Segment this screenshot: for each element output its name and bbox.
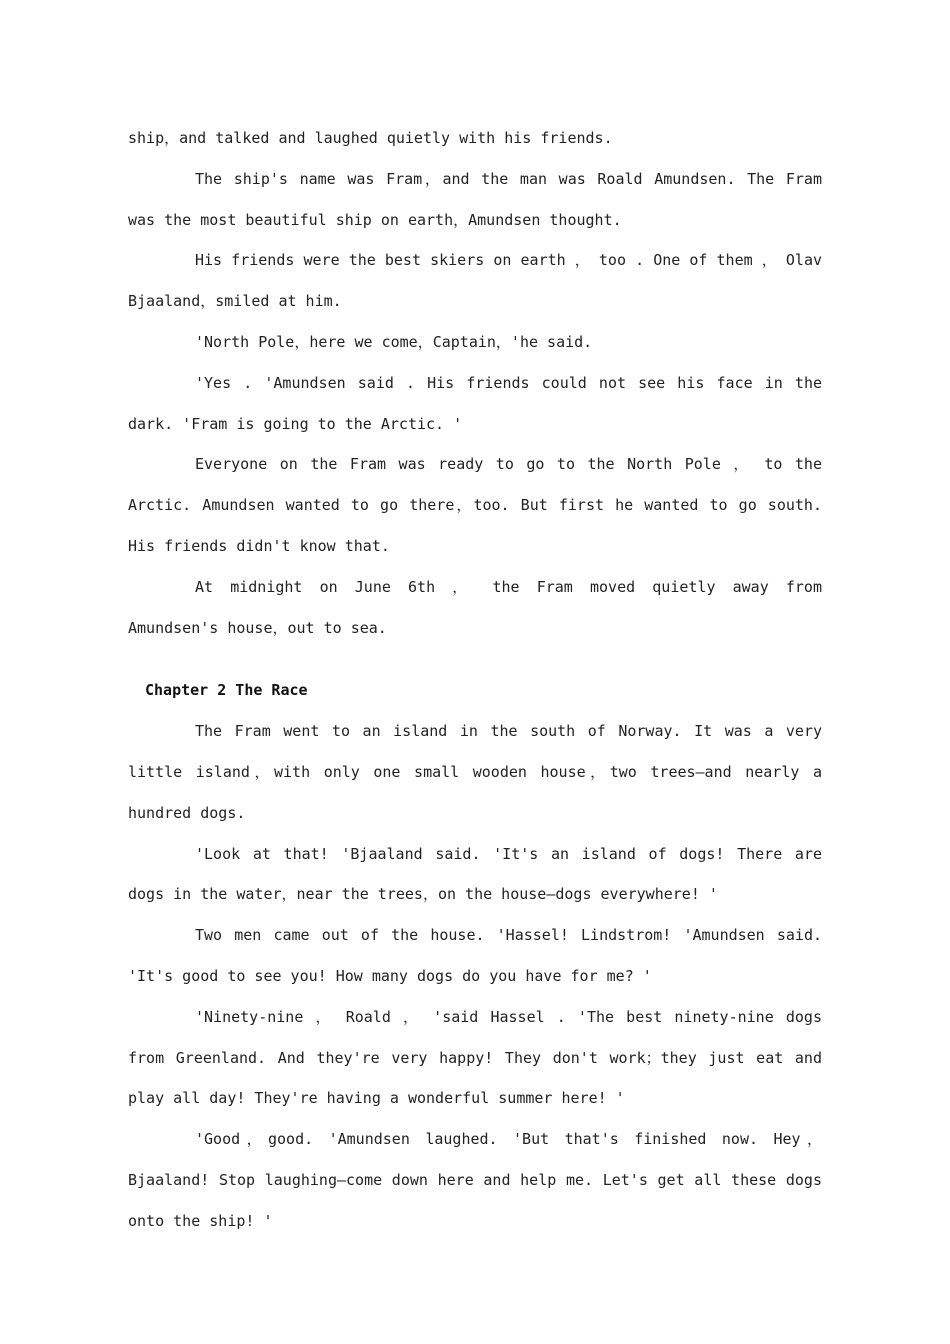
paragraph: ship，and talked and laughed quietly with his friends. bbox=[128, 129, 613, 147]
chapter-heading: Chapter 2 The Race bbox=[145, 681, 308, 700]
paragraph: 'North Pole，here we come，Captain，'he said. bbox=[195, 332, 593, 351]
paragraph: His friends were the best skiers on earth ， too . One of them ， Olav Bjaaland，smiled at him. bbox=[128, 251, 822, 311]
paragraph: The ship's name was Fram，and the man was Roald Amundsen. The Fram was the most beautiful ship on earth，Amundsen thought. bbox=[128, 169, 822, 229]
paragraph: 'Look at that! 'Bjaaland said. 'It's an island of dogs! There are dogs in the water，near the trees，on the house—dogs everywhere! ' bbox=[128, 844, 822, 904]
document-page bbox=[128, 118, 822, 1242]
paragraph: 'Ninety-nine ， Roald ， 'said Hassel . 'The best ninety-nine dogs from Greenland. And they're very happy! They don't work；they just eat and play all day! They're having a wonderful summer here! ' bbox=[128, 1007, 822, 1108]
paragraph: 'Yes . 'Amundsen said . His friends could not see his face in the dark. 'Fram is going to the Arctic. ' bbox=[128, 373, 822, 433]
paragraph: 'Good，good. 'Amundsen laughed. 'But that's finished now. Hey，Bjaaland! Stop laughing—come down here and help me. Let's get all these dogs onto the ship! ' bbox=[128, 1130, 822, 1230]
paragraph: Everyone on the Fram was ready to go to the North Pole ， to the Arctic. Amundsen wanted to go there，too. But first he wanted to go south. His friends didn't know that. bbox=[128, 455, 822, 555]
paragraph: At midnight on June 6th ， the Fram moved quietly away from Amundsen's house，out to sea. bbox=[128, 577, 822, 637]
paragraph: Two men came out of the house. 'Hassel! Lindstrom! 'Amundsen said. 'It's good to see you! How many dogs do you have for me? ' bbox=[128, 926, 822, 985]
paragraph: The Fram went to an island in the south of Norway. It was a very little island，with only one small wooden house，two trees—and nearly a hundred dogs. bbox=[128, 722, 822, 822]
